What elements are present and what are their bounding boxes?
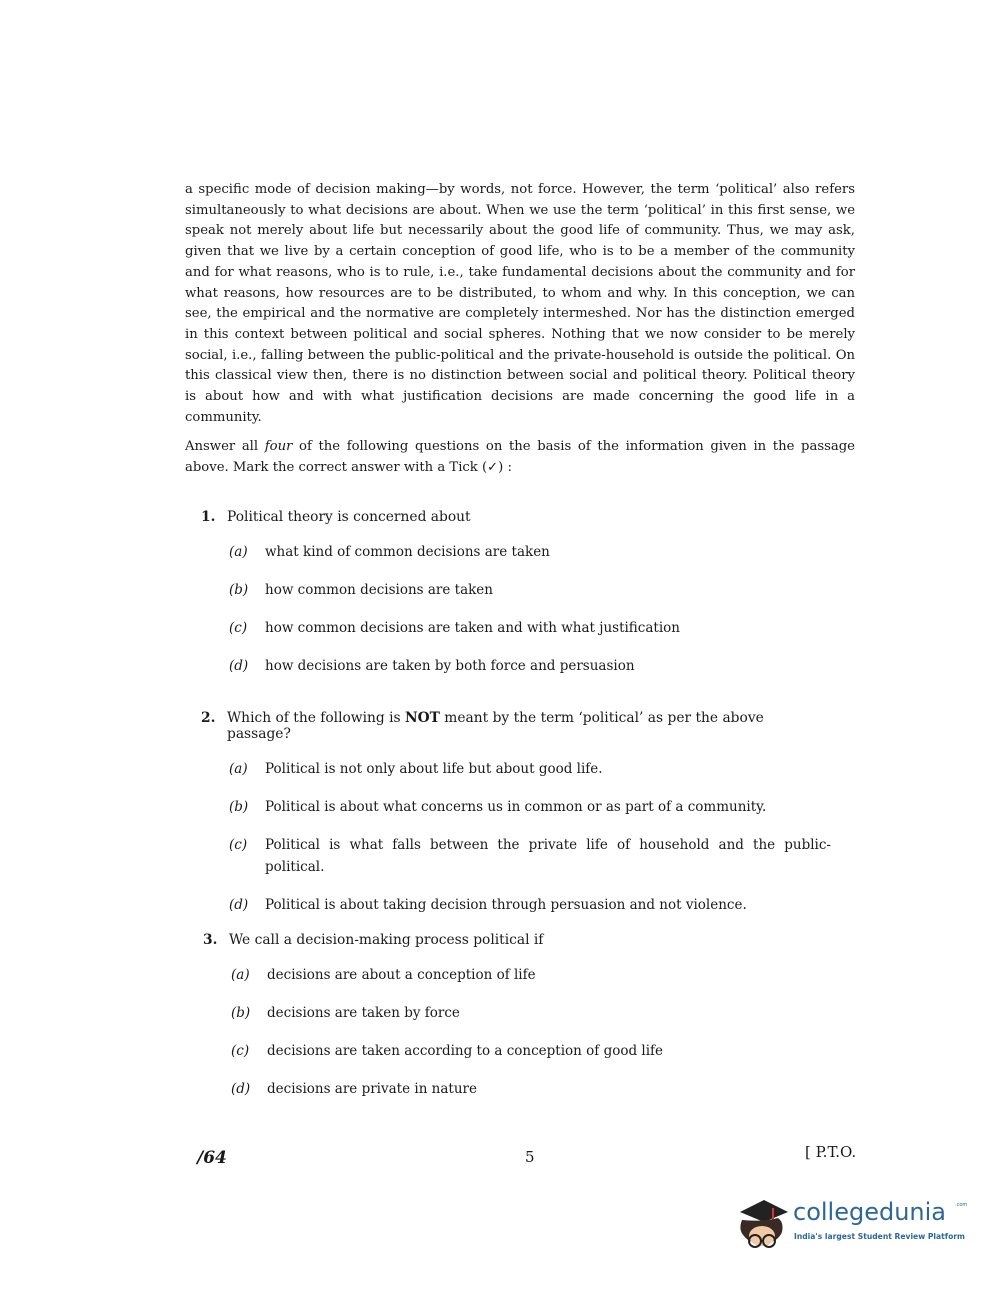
option-d[interactable] <box>231 1078 823 1100</box>
question-stem: Political theory is concerned about <box>227 509 471 525</box>
option-label: (a) <box>229 544 248 560</box>
option-text: how common decisions are taken <box>265 582 493 598</box>
question-3 <box>203 932 823 1100</box>
question-stem <box>227 710 831 742</box>
option-text: decisions are about a conception of life <box>267 967 536 983</box>
option-label: (a) <box>229 761 248 777</box>
option-text: Political is not only about life but about good life. <box>265 761 603 777</box>
option-b[interactable] <box>229 796 831 818</box>
option-text: Political is about taking decision through persuasion and not violence. <box>265 897 747 913</box>
option-d[interactable] <box>229 894 831 916</box>
option-text: how common decisions are taken and with what justification <box>265 620 680 636</box>
option-label: (d) <box>229 658 249 674</box>
page-number: 5 <box>525 1148 535 1166</box>
brand-tagline: India's largest Student Review Platform <box>794 1232 965 1241</box>
question-stem: We call a decision-making process political if <box>229 932 544 948</box>
option-label: (c) <box>229 620 248 636</box>
option-c[interactable] <box>231 1040 823 1062</box>
option-label: (d) <box>231 1081 251 1097</box>
instruction-after: of the following questions on the basis of the information given in the passage above. Mark the correct answer with a Tick (✓) : <box>185 439 855 475</box>
option-label: (b) <box>229 799 249 815</box>
option-text: decisions are taken according to a conception of good life <box>267 1043 664 1059</box>
option-label: (d) <box>229 897 249 913</box>
option-b[interactable] <box>231 1002 823 1024</box>
option-a[interactable] <box>231 964 823 986</box>
option-label: (b) <box>231 1005 251 1021</box>
option-text: Political is what falls between the private life of household and the public-political. <box>265 837 831 875</box>
question-number: 2. <box>201 710 216 726</box>
option-label: (c) <box>231 1043 250 1059</box>
option-a[interactable] <box>229 758 831 780</box>
option-text: how decisions are taken by both force and persuasion <box>265 658 635 674</box>
option-text: Political is about what concerns us in common or as part of a community. <box>265 799 767 815</box>
question-number: 3. <box>203 932 218 948</box>
passage-text: a specific mode of decision making—by words, not force. However, the term ‘political’ also refers simultaneously to what decisions are about. When we use the term ‘political’ in this first sense, we speak not merely about life but necessarily about the good life of community. Thus, we may ask, given that we live by a certain conception of good life, who is to be a member of the community and for what reasons, who is to rule, i.e., take fundamental decisions about the community and for what reasons, how resources are to be distributed, to whom and why. In this conception, we can see, the empirical and the normative are completely intermeshed. Nor has the distinction emerged in this context between political and social spheres. Nothing that we now consider to be merely social, i.e., falling between the public-political and the private-household is outside the political. On this classical view then, there is no distinction between social and political theory. Political theory is about how and with what justification decisions are made concerning the good life in a community. <box>185 182 855 425</box>
option-label: (b) <box>229 582 249 598</box>
question-1 <box>201 509 821 677</box>
option-text: decisions are private in nature <box>267 1081 477 1097</box>
stem-part: Which of the following is <box>227 710 406 726</box>
mascot-logo-icon <box>734 1196 790 1260</box>
pto-label: [ P.T.O. <box>805 1143 857 1161</box>
question-number: 1. <box>201 509 216 525</box>
option-b[interactable] <box>229 579 821 601</box>
stem-emphasis: NOT <box>405 710 440 726</box>
instructions <box>185 437 855 478</box>
option-label: (c) <box>229 837 248 853</box>
instruction-emphasis: four <box>264 439 293 454</box>
option-c[interactable] <box>229 617 821 639</box>
paper-code: /64 <box>197 1148 227 1168</box>
option-text: decisions are taken by force <box>267 1005 460 1021</box>
option-d[interactable] <box>229 655 821 677</box>
option-label: (a) <box>231 967 250 983</box>
brand-dotcom: .com <box>955 1202 968 1208</box>
brand-name: collegedunia <box>793 1198 947 1226</box>
instruction-before: Answer all <box>185 439 265 454</box>
question-2 <box>201 710 831 916</box>
collegedunia-watermark <box>734 1196 968 1260</box>
option-c[interactable] <box>229 834 831 878</box>
stem-part: meant by the term ‘political’ as per the above passage? <box>227 710 764 742</box>
option-text: what kind of common decisions are taken <box>265 544 550 560</box>
option-a[interactable] <box>229 541 821 563</box>
